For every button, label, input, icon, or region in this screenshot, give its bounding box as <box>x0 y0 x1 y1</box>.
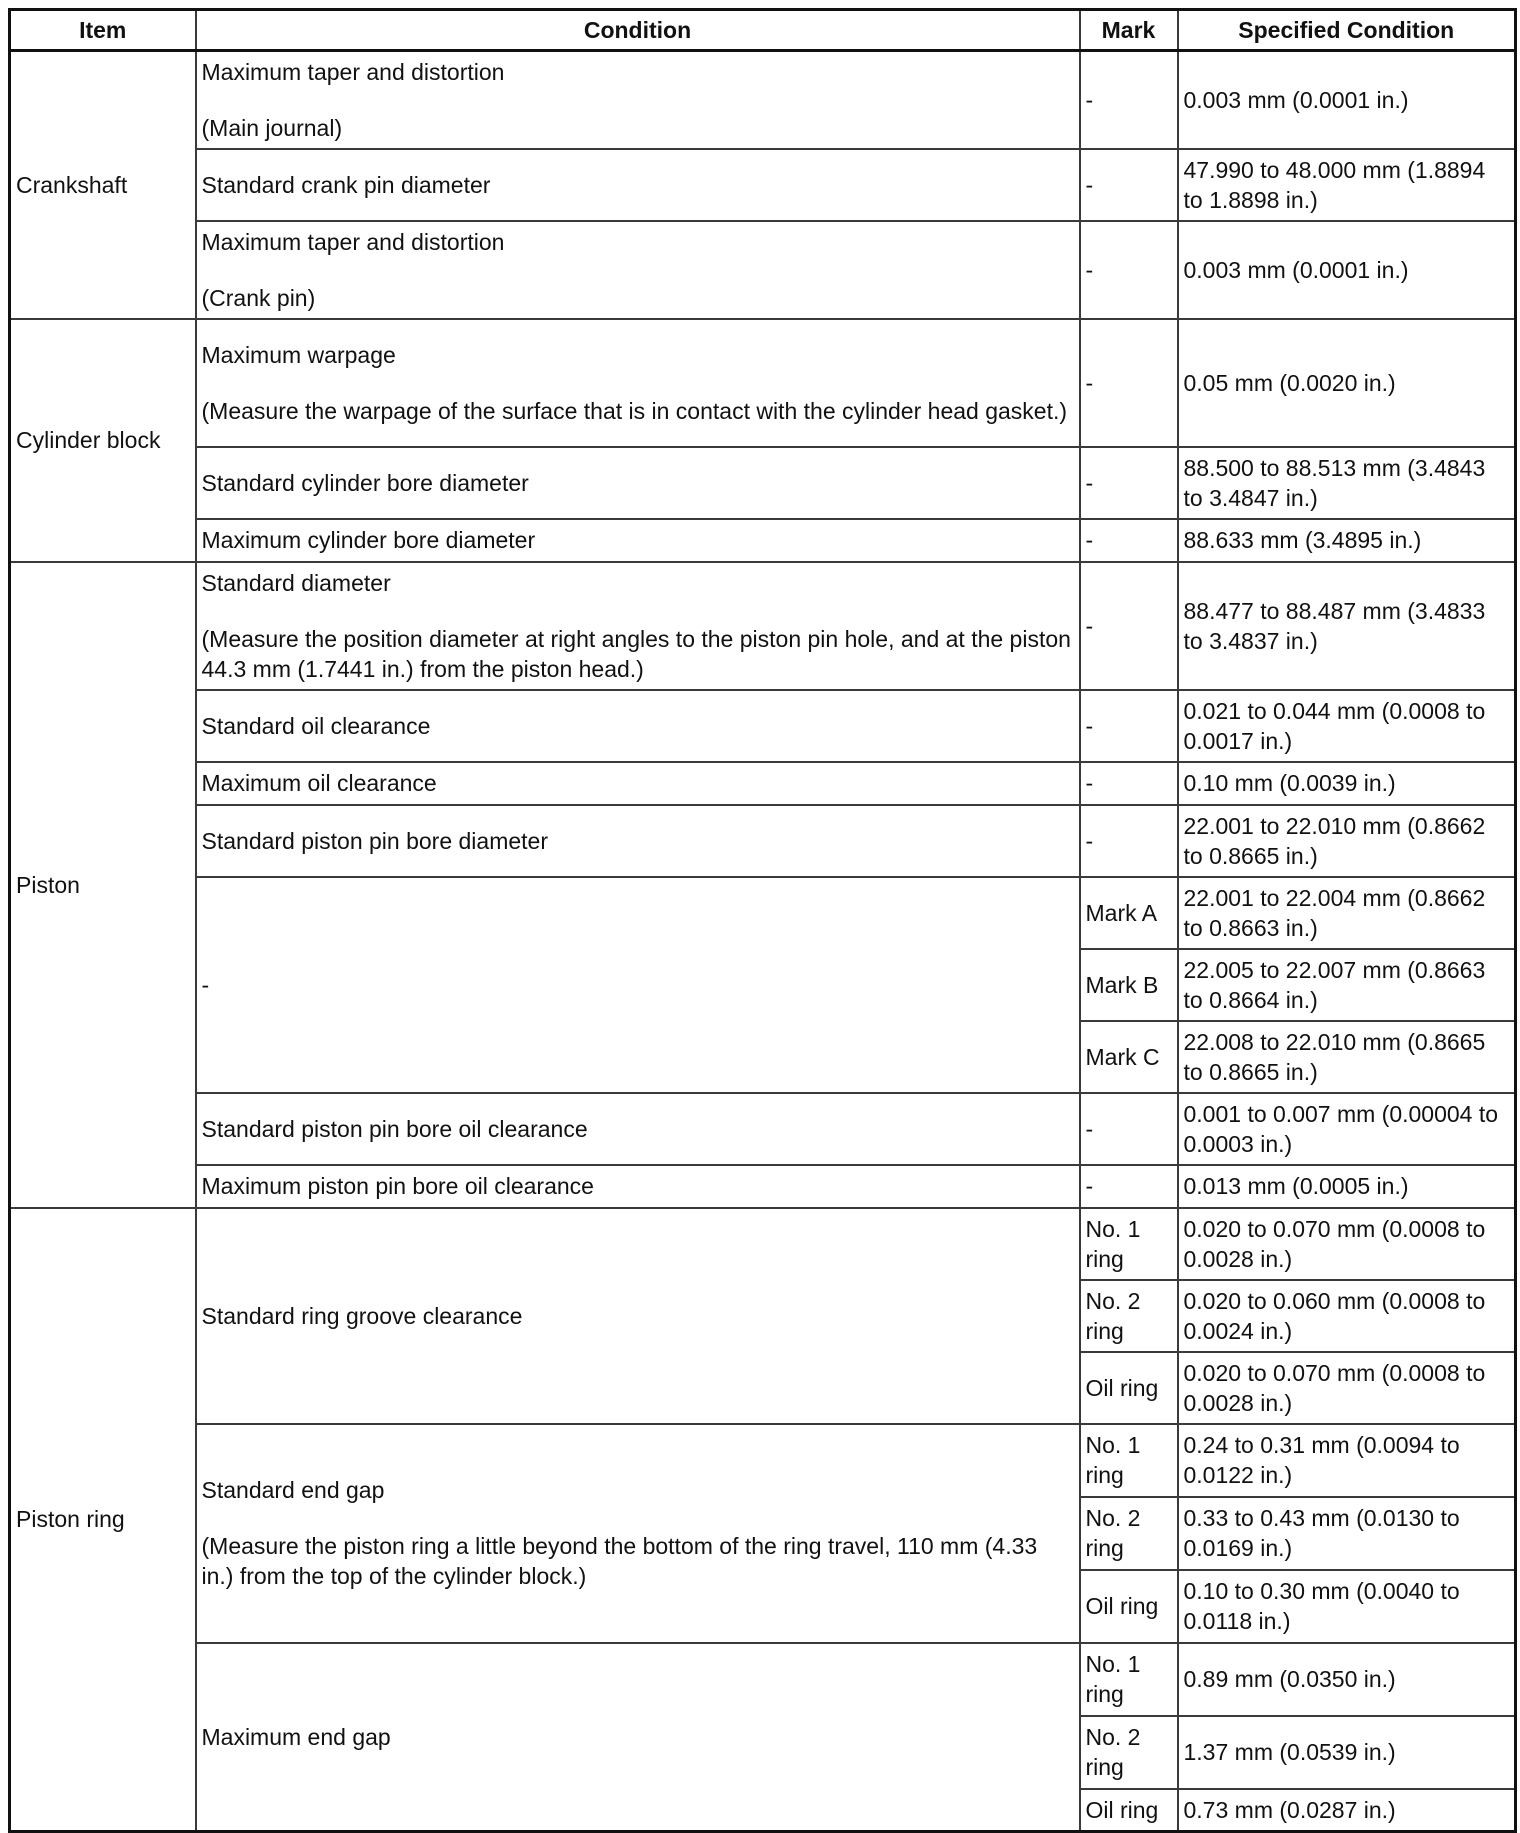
mark-cell: - <box>1080 149 1178 221</box>
table-row <box>10 805 1516 877</box>
condition-cell <box>196 447 1080 519</box>
table-row <box>10 51 1516 149</box>
condition-cell <box>196 1165 1080 1208</box>
table-row <box>10 447 1516 519</box>
mark-cell: - <box>1080 221 1178 319</box>
header-condition: Condition <box>196 10 1080 51</box>
header-row <box>10 10 1516 51</box>
mark-cell: - <box>1080 562 1178 690</box>
specified-condition-cell: 0.001 to 0.007 mm (0.00004 to 0.0003 in.) <box>1178 1093 1516 1165</box>
mark-cell: No. 1 ring <box>1080 1208 1178 1280</box>
specified-condition-cell: 0.10 to 0.30 mm (0.0040 to 0.0118 in.) <box>1178 1570 1516 1643</box>
specified-condition-cell: 0.73 mm (0.0287 in.) <box>1178 1789 1516 1832</box>
table-row <box>10 149 1516 221</box>
item-cell: Piston <box>10 562 196 1208</box>
condition-text: Maximum piston pin bore oil clearance <box>201 1173 594 1199</box>
mark-cell: - <box>1080 805 1178 877</box>
specified-condition-cell: 0.020 to 0.060 mm (0.0008 to 0.0024 in.) <box>1178 1280 1516 1352</box>
condition-text: Standard ring groove clearance <box>201 1302 523 1329</box>
mark-cell: Oil ring <box>1080 1789 1178 1832</box>
specified-condition-cell: 0.020 to 0.070 mm (0.0008 to 0.0028 in.) <box>1178 1208 1516 1280</box>
table-row <box>10 562 1516 690</box>
condition-text: Standard piston pin bore diameter <box>201 827 548 854</box>
mark-cell: - <box>1080 762 1178 805</box>
specified-condition-cell: 1.37 mm (0.0539 in.) <box>1178 1716 1516 1789</box>
condition-text: Standard diameter <box>201 569 391 596</box>
table-row <box>10 319 1516 447</box>
condition-text: Maximum cylinder bore diameter <box>201 527 536 553</box>
header-item: Item <box>10 10 196 51</box>
mark-cell: Mark B <box>1080 949 1178 1021</box>
mark-cell: - <box>1080 519 1178 562</box>
condition-cell <box>196 877 1080 1093</box>
table-row <box>10 1165 1516 1208</box>
mark-cell: - <box>1080 1093 1178 1165</box>
condition-text: Maximum taper and distortion <box>201 228 505 255</box>
table-row <box>10 1093 1516 1165</box>
table-row <box>10 762 1516 805</box>
item-cell: Crankshaft <box>10 51 196 319</box>
condition-cell <box>196 690 1080 762</box>
mark-cell: Mark A <box>1080 877 1178 949</box>
mark-cell: No. 2 ring <box>1080 1280 1178 1352</box>
specified-condition-cell: 0.003 mm (0.0001 in.) <box>1178 221 1516 319</box>
condition-text: Maximum end gap <box>201 1723 391 1750</box>
mark-cell: No. 2 ring <box>1080 1716 1178 1789</box>
specified-condition-cell: 0.10 mm (0.0039 in.) <box>1178 762 1516 805</box>
mark-cell: - <box>1080 447 1178 519</box>
mark-cell: - <box>1080 51 1178 149</box>
mark-cell: - <box>1080 319 1178 447</box>
specified-condition-cell: 0.24 to 0.31 mm (0.0094 to 0.0122 in.) <box>1178 1424 1516 1497</box>
condition-cell <box>196 1424 1080 1643</box>
specified-condition-cell: 88.500 to 88.513 mm (3.4843 to 3.4847 in.) <box>1178 447 1516 519</box>
table-row <box>10 1208 1516 1280</box>
condition-cell <box>196 51 1080 149</box>
mark-cell: - <box>1080 1165 1178 1208</box>
specified-condition-cell: 0.020 to 0.070 mm (0.0008 to 0.0028 in.) <box>1178 1352 1516 1424</box>
condition-cell <box>196 149 1080 221</box>
condition-text: Maximum oil clearance <box>201 770 437 796</box>
specified-condition-cell: 0.05 mm (0.0020 in.) <box>1178 319 1516 447</box>
specified-condition-cell: 22.005 to 22.007 mm (0.8663 to 0.8664 in.) <box>1178 949 1516 1021</box>
specified-condition-cell: 0.021 to 0.044 mm (0.0008 to 0.0017 in.) <box>1178 690 1516 762</box>
item-cell: Cylinder block <box>10 319 196 562</box>
mark-cell: No. 1 ring <box>1080 1424 1178 1497</box>
table-row <box>10 519 1516 562</box>
specified-condition-cell: 0.33 to 0.43 mm (0.0130 to 0.0169 in.) <box>1178 1497 1516 1570</box>
condition-text: Standard piston pin bore oil clearance <box>201 1115 588 1142</box>
specified-condition-cell: 88.477 to 88.487 mm (3.4833 to 3.4837 in.) <box>1178 562 1516 690</box>
specified-condition-cell: 0.013 mm (0.0005 in.) <box>1178 1165 1516 1208</box>
header-mark: Mark <box>1080 10 1178 51</box>
table-row <box>10 690 1516 762</box>
condition-note: (Main journal) <box>201 114 343 141</box>
mark-cell: No. 1 ring <box>1080 1643 1178 1716</box>
condition-cell <box>196 562 1080 690</box>
condition-text: Maximum taper and distortion <box>201 58 505 85</box>
table-row <box>10 877 1516 949</box>
specified-condition-cell: 0.89 mm (0.0350 in.) <box>1178 1643 1516 1716</box>
mark-cell: No. 2 ring <box>1080 1497 1178 1570</box>
table-row <box>10 1424 1516 1497</box>
condition-cell <box>196 762 1080 805</box>
specified-condition-cell: 22.001 to 22.010 mm (0.8662 to 0.8665 in.) <box>1178 805 1516 877</box>
specified-condition-cell: 22.001 to 22.004 mm (0.8662 to 0.8663 in.) <box>1178 877 1516 949</box>
condition-text: Maximum warpage <box>201 341 396 368</box>
condition-cell <box>196 1093 1080 1165</box>
header-specified-condition: Specified Condition <box>1178 10 1516 51</box>
condition-text: Standard end gap <box>201 1477 385 1503</box>
specified-condition-cell: 0.003 mm (0.0001 in.) <box>1178 51 1516 149</box>
condition-cell <box>196 1643 1080 1832</box>
condition-text: Standard crank pin diameter <box>201 171 491 198</box>
condition-cell <box>196 221 1080 319</box>
condition-cell <box>196 805 1080 877</box>
specified-condition-cell: 88.633 mm (3.4895 in.) <box>1178 519 1516 562</box>
mark-cell: Oil ring <box>1080 1570 1178 1643</box>
condition-cell <box>196 319 1080 447</box>
condition-cell <box>196 1208 1080 1424</box>
specified-condition-cell: 47.990 to 48.000 mm (1.8894 to 1.8898 in.) <box>1178 149 1516 221</box>
table-body <box>10 51 1516 1832</box>
condition-note: (Crank pin) <box>201 284 316 311</box>
condition-note: (Measure the warpage of the surface that is in contact with the cylinder head gasket.) <box>201 397 1068 424</box>
condition-text: Standard oil clearance <box>201 712 431 739</box>
condition-text: Standard cylinder bore diameter <box>201 469 529 496</box>
condition-note: (Measure the position diameter at right angles to the piston pin hole, and at the piston 44.3 mm (1.7441 in.) from the piston head.) <box>201 625 1071 682</box>
condition-cell <box>196 519 1080 562</box>
specified-condition-cell: 22.008 to 22.010 mm (0.8665 to 0.8665 in.) <box>1178 1021 1516 1093</box>
mark-cell: Mark C <box>1080 1021 1178 1093</box>
item-cell: Piston ring <box>10 1208 196 1832</box>
table-row <box>10 1643 1516 1716</box>
mark-cell: Oil ring <box>1080 1352 1178 1424</box>
condition-text: - <box>201 971 210 998</box>
mark-cell: - <box>1080 690 1178 762</box>
table-row <box>10 221 1516 319</box>
condition-note: (Measure the piston ring a little beyond the bottom of the ring travel, 110 mm (4.33 in.) from the top of the cylinder block.) <box>201 1533 1038 1589</box>
specification-table <box>8 8 1517 1833</box>
